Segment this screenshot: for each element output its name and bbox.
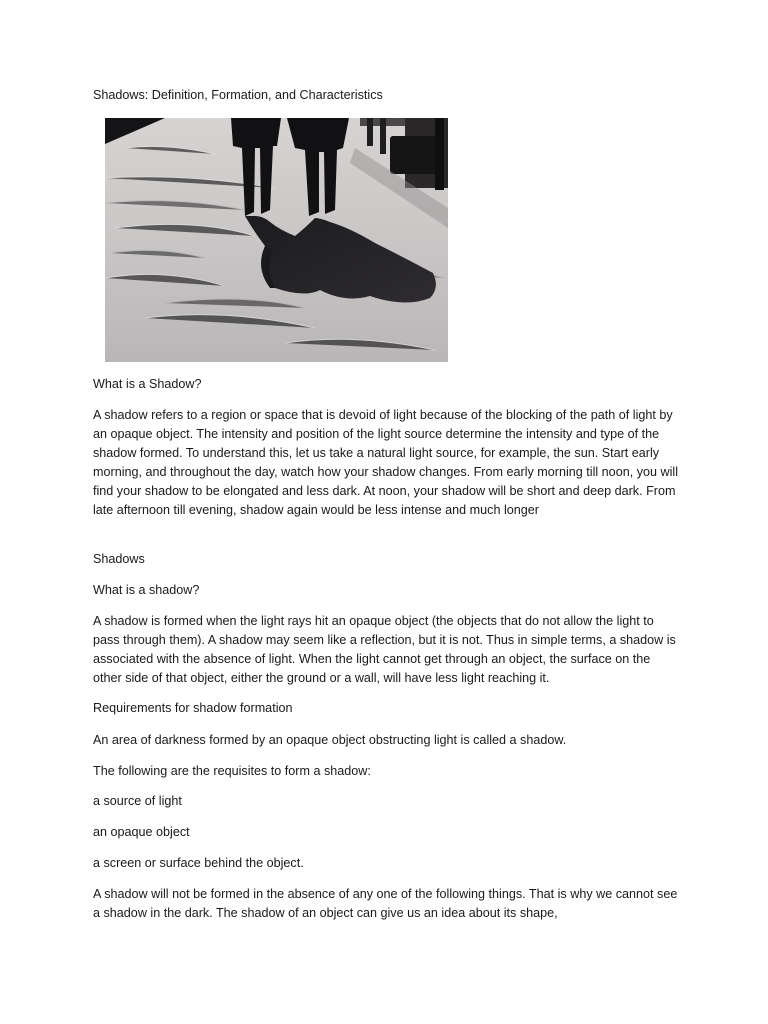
paragraph-shadow-definition: A shadow refers to a region or space that is devoid of light because of the blocking of the path of light by an opaque object. The intensity and position of the light source determine the intensity and type of the shadow formed. To understand this, let us take a natural light source, for example, the sun. Start early morning, and throughout the day, watch how your shadow changes. From early morning till noon, you will find your shadow to be elongated and less dark. At noon, your shadow will be short and deep dark. From late afternoon till evening, shadow again would be less intense and much longer: [93, 408, 678, 517]
heading-what-is-shadow: What is a Shadow?: [93, 377, 202, 391]
heading-shadows: Shadows: [93, 552, 145, 566]
requisite-item: a screen or surface behind the object.: [93, 856, 304, 870]
paragraph-area-of-darkness: An area of darkness formed by an opaque object obstructing light is called a shadow.: [93, 733, 567, 747]
shadow-photo: [105, 118, 448, 362]
heading-what-is-shadow-2: What is a shadow?: [93, 583, 200, 597]
paragraph-requisites-intro: The following are the requisites to form a shadow:: [93, 764, 371, 778]
paragraph-absence: A shadow will not be formed in the absence of any one of the following things. That is why we cannot see a shadow in the dark. The shadow of an object can give us an idea about its shape,: [93, 887, 678, 920]
requisite-item: an opaque object: [93, 825, 190, 839]
paragraph-shadow-formation: A shadow is formed when the light rays hit an opaque object (the objects that do not allow the light to pass through them). A shadow may seem like a reflection, but it is not. Thus in simple terms, a shadow is associated with the absence of light. When the light cannot get through an object, the surface on the other side of that object, either the ground or a wall, will have less light reaching it.: [93, 614, 676, 685]
requisite-item: a source of light: [93, 794, 182, 808]
heading-requirements: Requirements for shadow formation: [93, 701, 293, 715]
document-title: Shadows: Definition, Formation, and Characteristics: [93, 88, 383, 102]
